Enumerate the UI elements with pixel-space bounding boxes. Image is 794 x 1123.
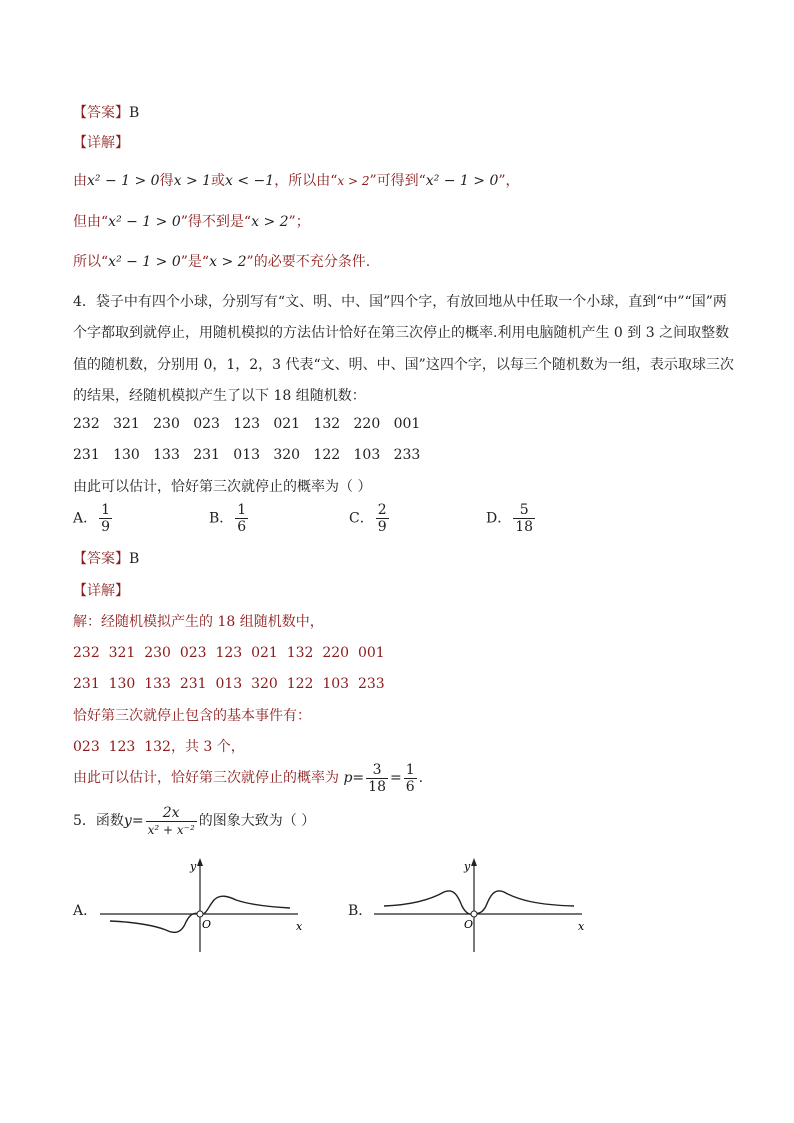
origin-label: O: [202, 918, 212, 931]
math-expr: x² − 1 > 0: [87, 173, 160, 189]
math-expr: x > 2: [251, 214, 289, 230]
text: .: [418, 770, 424, 786]
math-var: y: [123, 813, 132, 829]
math-expr: x > 2: [337, 174, 370, 188]
text: ”得不到是“: [180, 214, 252, 230]
text: ”可得到“: [369, 173, 426, 189]
q3-solution-line-1: [73, 172, 520, 190]
option-a: [73, 502, 114, 535]
origin-label: O: [464, 918, 474, 931]
text: 或: [211, 173, 226, 189]
option-d: [486, 502, 537, 535]
text: 由此可以估计，恰好第三次就停止的概率为: [73, 770, 339, 786]
x-label: x: [296, 920, 303, 933]
q4-stem-line-4: 的结果，经随机模拟产生了以下 18 组随机数：: [73, 388, 366, 404]
text: 5．函数: [73, 813, 124, 829]
y-axis-arrow: [197, 858, 203, 866]
q4-answer-line: [73, 550, 139, 568]
math-var: p: [343, 770, 353, 786]
math-op: =: [389, 770, 402, 786]
math-expr: x² − 1 > 0: [108, 254, 181, 270]
graph-option-b: [370, 852, 590, 962]
text: ”的必要不充分条件.: [246, 254, 371, 270]
math-expr: x² − 1 > 0: [425, 173, 499, 189]
math-op: =: [131, 813, 144, 829]
option-label: A．: [73, 510, 98, 527]
q5-option-a-label: A．: [73, 903, 98, 919]
q4-stem-line-3: 值的随机数，分别用 0，1，2，3 代表“文、明、中、国”这四个字，以每三个随机数为一组，表示取球三次: [73, 357, 734, 373]
fraction: $\frac{3}{18}$: [368, 761, 386, 795]
q4-random-row-2: 231 130 133 231 013 320 122 103 233: [73, 447, 421, 463]
text: 得: [159, 173, 174, 189]
detail-tag: 【详解】: [73, 135, 129, 151]
text: 但由“: [73, 214, 109, 230]
y-label: y: [464, 860, 471, 873]
option-label: D．: [486, 510, 512, 527]
q4-random-row-1: 232 321 230 023 123 021 132 220 001: [73, 416, 421, 432]
text: 所以“: [73, 254, 109, 270]
q4-stem-line-1: 4．袋子中有四个小球，分别写有“文、明、中、国”四个字，有放回地从中任取一个小球，直到“中”“国”两: [73, 294, 727, 310]
option-label: B．: [209, 510, 234, 527]
math-op: =: [352, 770, 365, 786]
origin-hole: [471, 911, 477, 917]
function-fraction: $\frac{2x}{\text{x² + x⁻²}}$: [147, 804, 195, 837]
q3-detail-tag: [73, 134, 129, 152]
option-label: C．: [349, 510, 374, 527]
y-axis-arrow: [471, 858, 477, 866]
answer-tag: 【答案】: [73, 105, 129, 121]
q4-solution-line-6: [73, 760, 423, 796]
graph-option-a: [96, 852, 316, 962]
text: ”；: [288, 214, 310, 230]
math-expr: x > 2: [209, 254, 247, 270]
q3-solution-line-2: [73, 213, 310, 231]
text: ”，: [498, 173, 520, 189]
x-label: x: [578, 920, 585, 933]
math-expr: x < −1: [225, 173, 275, 189]
option-fraction: $\frac{1}{9}$: [101, 502, 111, 535]
q4-question: 由此可以估计，恰好第三次就停止的概率为（ ）: [73, 479, 372, 495]
q5-option-b-label: B．: [348, 903, 373, 919]
text: ”是“: [180, 254, 210, 270]
y-label: y: [190, 860, 197, 873]
q4-solution-line-4: 恰好第三次就停止包含的基本事件有：: [73, 708, 311, 724]
fraction: $\frac{1}{6}$: [405, 761, 415, 795]
answer-value: B: [129, 105, 140, 121]
answer-tag: 【答案】: [73, 551, 129, 567]
option-fraction: $\frac{5}{18}$: [515, 502, 534, 535]
q4-solution-line-2: 232 321 230 023 123 021 132 220 001: [73, 645, 385, 661]
option-fraction: $\frac{1}{6}$: [237, 502, 247, 535]
q3-answer-line: [73, 104, 139, 122]
q4-solution-line-5: 023 123 132，共 3 个，: [73, 739, 245, 755]
origin-hole: [197, 911, 203, 917]
q3-solution-line-3: [73, 253, 370, 271]
text: 由: [73, 173, 87, 189]
q4-stem-line-2: 个字都取到就停止，用随机模拟的方法估计恰好在第三次停止的概率.利用电脑随机产生 0 到 3 之间取整数: [73, 325, 730, 341]
q4-solution-line-3: 231 130 133 231 013 320 122 103 233: [73, 676, 385, 692]
curve-b: [384, 891, 574, 914]
option-b: [209, 502, 250, 535]
text: 的图象大致为（ ）: [198, 813, 316, 829]
option-fraction: $\frac{2}{9}$: [377, 502, 387, 535]
math-expr: x² − 1 > 0: [108, 214, 181, 230]
math-expr: x > 1: [173, 173, 212, 189]
q4-solution-line-1: 解：经随机模拟产生的 18 组随机数中，: [73, 614, 324, 630]
detail-tag: 【详解】: [73, 583, 129, 599]
option-c: [349, 502, 391, 535]
text: ，所以由“: [274, 173, 338, 189]
q5-stem: [73, 803, 315, 839]
q4-detail-tag: [73, 582, 129, 600]
answer-value: B: [129, 551, 140, 567]
